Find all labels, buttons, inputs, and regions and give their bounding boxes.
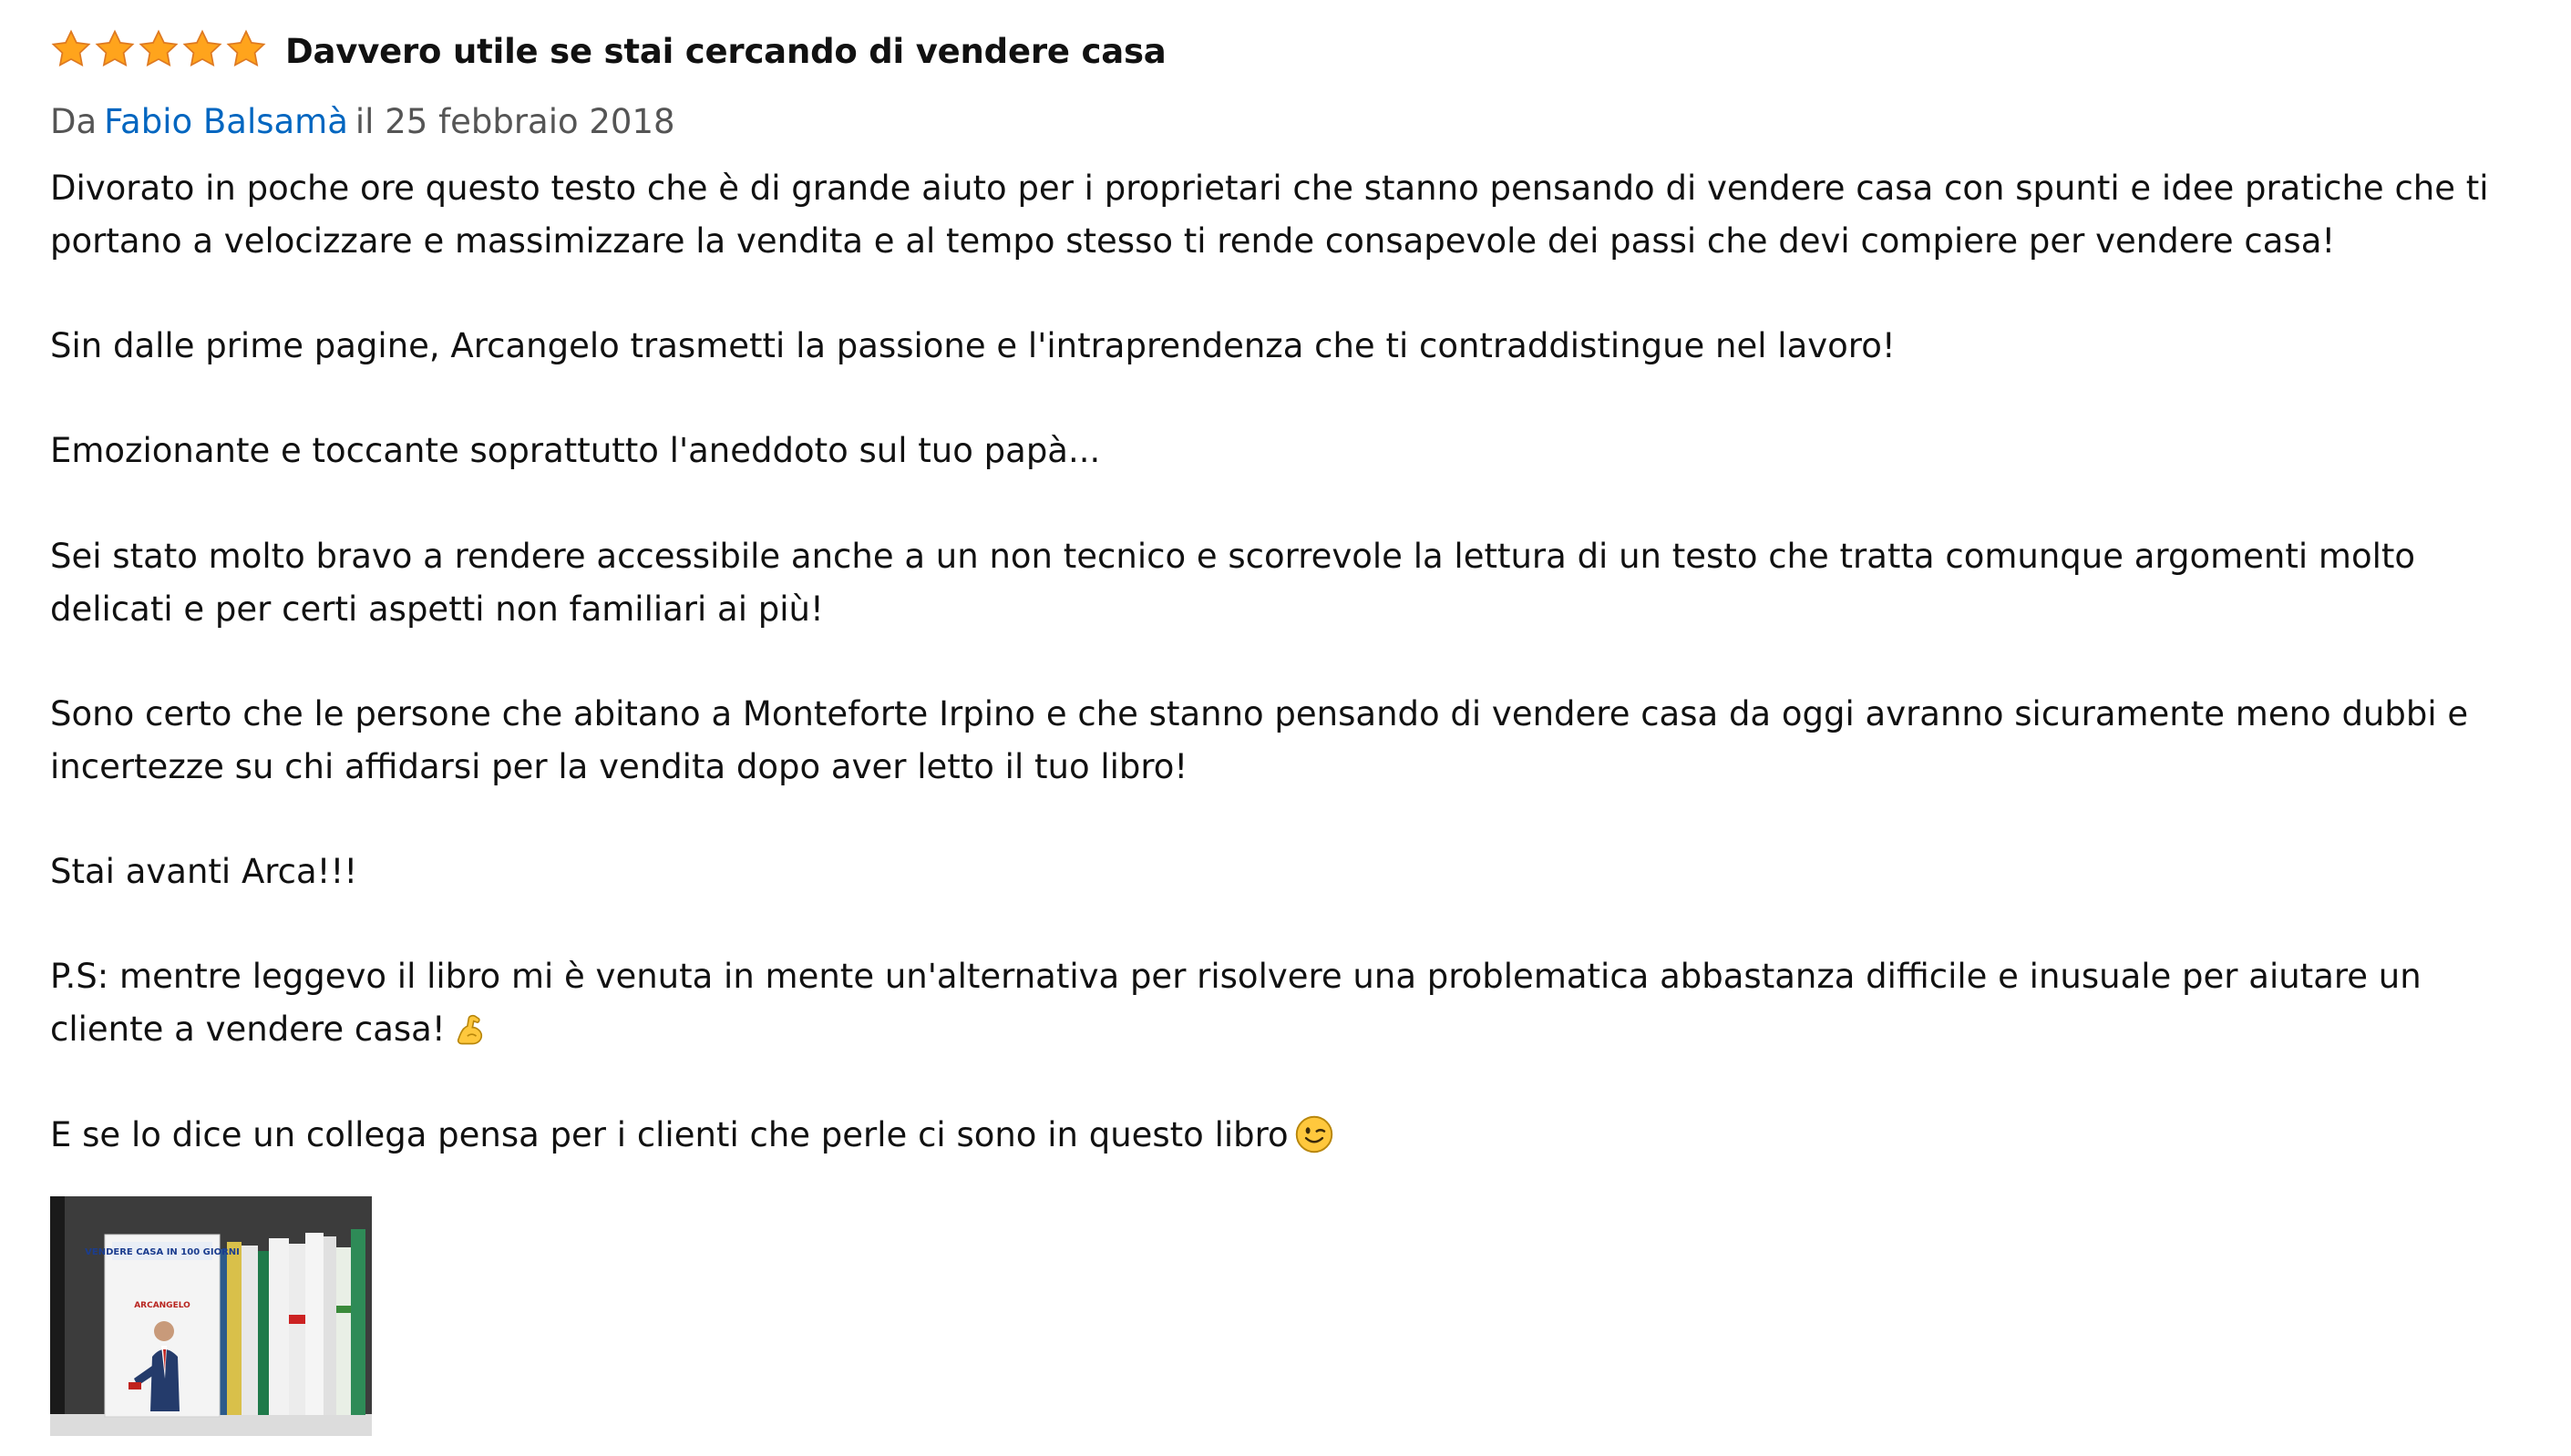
star-rating[interactable] (50, 28, 269, 74)
review-body (50, 162, 2538, 1161)
review-paragraph (50, 1109, 2538, 1162)
review-paragraph: Sono certo che le persone che abitano a Monteforte Irpino e che stanno pensando di vendere casa da oggi avranno sicuramente meno dubbi e incertezze su chi affidarsi per la vendita dopo aver letto il tuo libro! (50, 693, 2469, 786)
review-paragraph: Emozionante e toccante soprattutto l'aneddoto sul tuo papà... (50, 431, 1101, 471)
review-paragraph: Stai avanti Arca!!! (50, 852, 358, 892)
review-photo-thumbnail[interactable] (50, 1196, 372, 1436)
winking-face-icon (1294, 1114, 1334, 1154)
star-icon (138, 28, 180, 70)
review-title[interactable]: Davvero utile se stai cercando di vendere casa (285, 31, 1167, 71)
review-paragraph: Sin dalle prime pagine, Arcangelo trasmetti la passione e l'intraprendenza che ti contraddistingue nel lavoro! (50, 326, 1896, 366)
star-icon (225, 28, 267, 70)
review-paragraph: Divorato in poche ore questo testo che è di grande aiuto per i proprietari che stanno pensando di vendere casa con spunti e idee pratiche che ti portano a velocizzare e massimizzare la vendita e al tempo stesso ti rende consapevole dei passi che devi compiere per vendere casa! (50, 169, 2489, 261)
byline-prefix: Da (50, 102, 98, 141)
star-icon (94, 28, 136, 70)
book-cover-author: ARCANGELO (134, 1301, 190, 1310)
author-link[interactable]: Fabio Balsamà (104, 102, 348, 141)
bookshelf-photo (50, 1196, 372, 1436)
book-cover-title: VENDERE CASA IN 100 GIORNI (85, 1247, 240, 1257)
review-date: il 25 febbraio 2018 (355, 102, 675, 141)
flexed-biceps-icon (451, 1009, 491, 1049)
star-icon (50, 28, 92, 70)
review-header (50, 24, 2538, 78)
review-paragraph-text: E se lo dice un collega pensa per i clienti che perle ci sono in questo libro (50, 1114, 1289, 1154)
star-icon (181, 28, 223, 70)
customer-review (50, 24, 2538, 1214)
review-paragraph: Sei stato molto bravo a rendere accessibile anche a un non tecnico e scorrevole la lettura di un testo che tratta comunque argomenti molto delicati e per certi aspetti non familiari ai più! (50, 536, 2416, 629)
review-byline (50, 100, 2538, 144)
review-paragraph (50, 950, 2538, 1055)
review-paragraph-text: P.S: mentre leggevo il libro mi è venuta in mente un'alternativa per risolvere una problematica abbastanza difficile e inusuale per aiutare un cliente a vendere casa! (50, 957, 2422, 1050)
